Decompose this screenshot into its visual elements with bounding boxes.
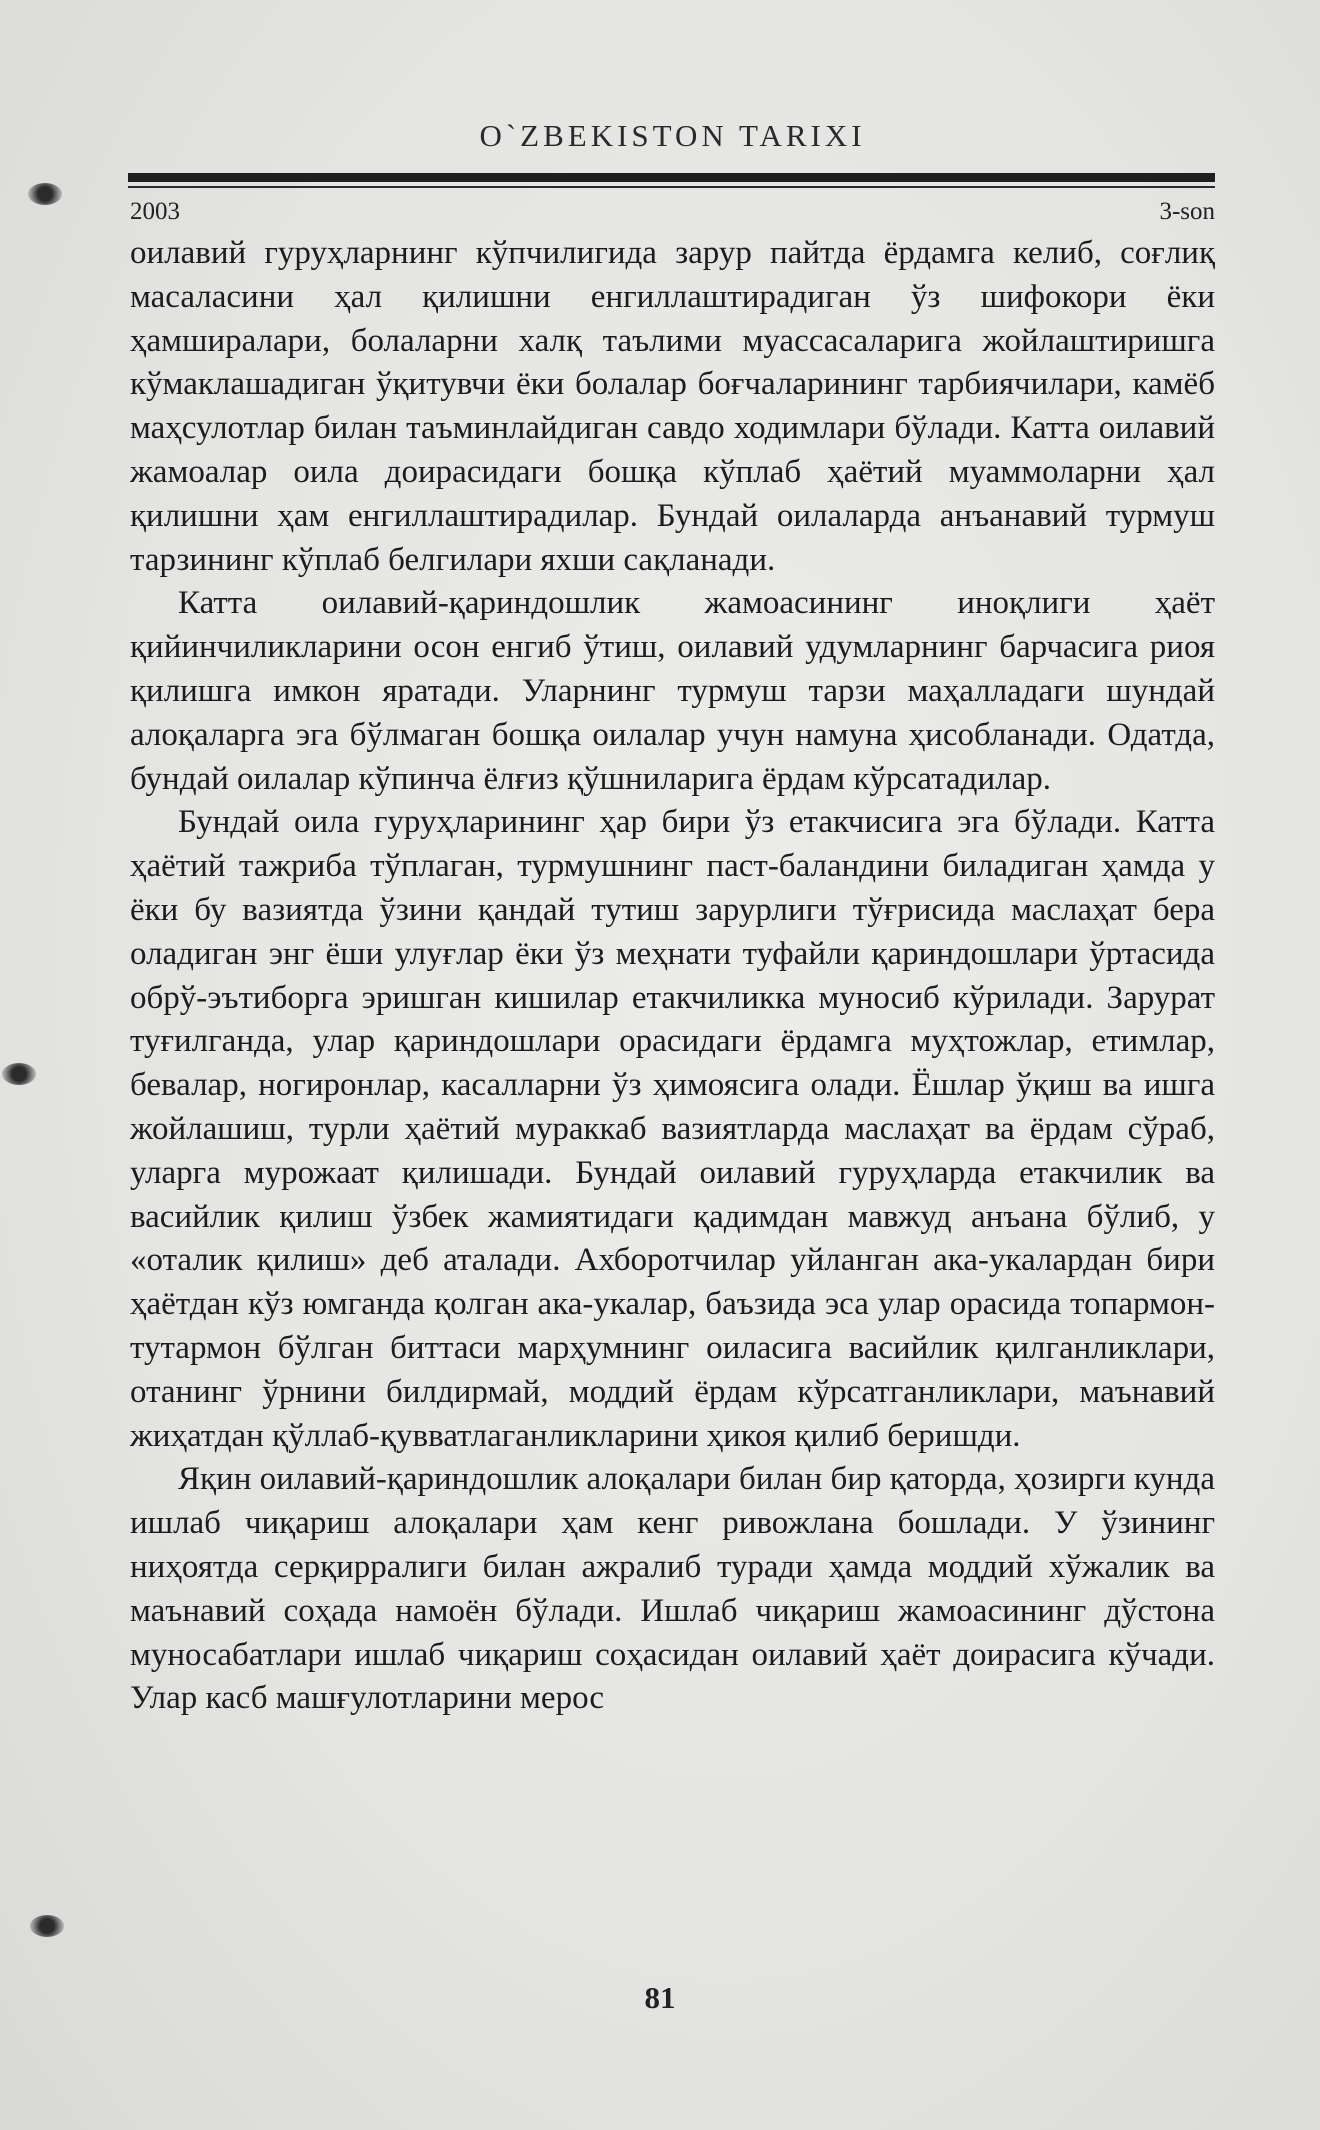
header-rule-thick <box>128 173 1215 182</box>
paragraph-2: Катта оилавий-қариндошлик жамоасининг иноқлиги ҳаёт қийинчиликларини осон енгиб ўтиш, оилавий удумларнинг барчасига риоя қилишга имкон яратади. Уларнинг турмуш тарзи маҳалладаги шундай алоқаларга эга бўлмаган бошқа оилалар учун намуна ҳисобланади. Одатда, бундай оилалар кўпинча ёлғиз қўшниларига ёрдам кўрсатадилар. <box>130 585 1215 797</box>
issue-label: 3-son <box>1159 198 1215 225</box>
article-body <box>130 232 1215 1721</box>
year-label: 2003 <box>130 198 180 225</box>
paragraph-1: оилавий гуруҳларнинг кўпчилигида зарур пайтда ёрдамга келиб, соғлиқ масаласини ҳал қилишни енгиллаштирадиган ўз шифокори ёки ҳамширалари, болаларни халқ таълими муассасаларига жойлаштиришга кўмаклашадиган ўқитувчи ёки болалар боғчаларининг тарбиячилари, камёб маҳсулотлар билан таъминлайдиган савдо ходимлари бўлади. Катта оилавий жамоалар оила доирасидаги бошқа кўплаб ҳаётий муаммоларни ҳал қилишни ҳам енгиллаштирадилар. Бундай оилаларда анъанавий турмуш тарзининг кўплаб белгилари яхши сақланади. <box>130 235 1215 578</box>
header-rule-thin <box>128 186 1215 188</box>
punch-hole-bottom <box>30 1915 64 1937</box>
punch-hole-top <box>28 183 62 205</box>
page-number: 81 <box>644 1980 676 2015</box>
punch-hole-middle <box>2 1063 36 1085</box>
paragraph-4: Яқин оилавий-қариндошлик алоқалари билан бир қаторда, ҳозирги кунда ишлаб чиқариш алоқалари ҳам кенг ривожлана бошлади. У ўзининг ниҳоятда серқирралиги билан ажралиб туради ҳамда моддий хўжалик ва маънавий соҳада намоён бўлади. Ишлаб чиқариш жамоасининг дўстона муносабатлари ишлаб чиқариш соҳасидан оилавий ҳаёт доирасига кўчади. Улар касб машғулотларини мерос <box>130 1461 1215 1717</box>
paragraph-3: Бундай оила гуруҳларининг ҳар бири ўз етакчисига эга бўлади. Катта ҳаётий тажриба тўплаган, турмушнинг паст-баландини биладиган ҳамда у ёки бу вазиятда ўзини қандай тутиш зарурлиги тўғрисида маслаҳат бера оладиган энг ёши улуғлар ёки ўз меҳнати туфайли қариндошлари ўртасида обрў-эътиборга эришган кишилар етакчиликка муносиб кўрилади. Зарурат туғилганда, улар қариндошлари орасидаги ёрдамга муҳтожлар, етимлар, бевалар, ногиронлар, касалларни ўз ҳимоясига олади. Ёшлар ўқиш ва ишга жойлашиш, турли ҳаётий мураккаб вазиятларда маслаҳат ва ёрдам сўраб, уларга мурожаат қилишади. Бундай оилавий гуруҳларда етакчилик ва васийлик қилиш ўзбек жамиятидаги қадимдан мавжуд анъана бўлиб, у «оталик қилиш» деб аталади. Ахборотчилар уйланган ака-укалардан бири ҳаётдан кўз юмганда қолган ака-укалар, баъзида эса улар орасида топармон-тутармон бўлган биттаси марҳумнинг оиласига васийлик қилганликлари, отанинг ўрнини билдирмай, моддий ёрдам кўрсатганликлари, маънавий жиҳатдан қўллаб-қувватлаганликларини ҳикоя қилиб беришди. <box>130 804 1215 1454</box>
running-title: O`ZBEKISTON TARIXI <box>479 118 866 153</box>
